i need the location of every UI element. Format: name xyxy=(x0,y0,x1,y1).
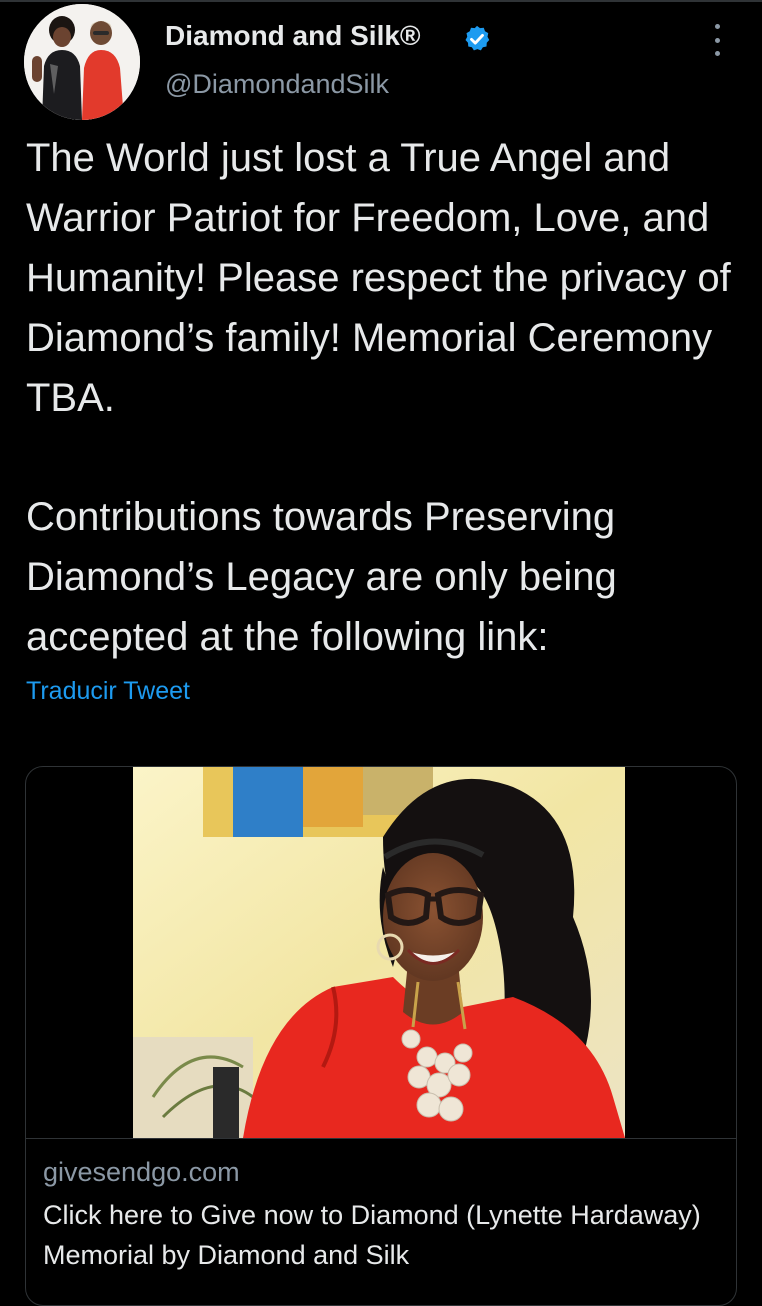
tweet-paragraph: Contributions towards Preserving Diamond’s Legacy are only being accepted at the following link: xyxy=(26,495,617,659)
author-handle[interactable]: @DiamondandSilk xyxy=(165,69,390,99)
link-card-domain: givesendgo.com xyxy=(43,1157,240,1187)
link-card[interactable] xyxy=(25,766,737,1306)
tweet-text xyxy=(26,128,746,667)
more-dot xyxy=(715,51,720,56)
author-name[interactable]: Diamond and Silk® xyxy=(165,20,421,51)
more-dot xyxy=(715,38,720,43)
tweet-paragraph: The World just lost a True Angel and Warrior Patriot for Freedom, Love, and Humanity! Please respect the privacy of Diamond’s family! Memorial Ceremony TBA. xyxy=(26,136,731,420)
avatar[interactable] xyxy=(24,4,140,120)
top-divider xyxy=(0,0,762,2)
translate-tweet-link[interactable]: Traducir Tweet xyxy=(26,677,190,705)
link-card-divider xyxy=(26,1138,736,1139)
link-card-image xyxy=(133,767,625,1138)
more-dot xyxy=(715,24,720,29)
link-card-title: Click here to Give now to Diamond (Lynette Hardaway) Memorial by Diamond and Silk xyxy=(43,1200,701,1270)
more-options-icon[interactable] xyxy=(700,22,734,58)
avatar-image xyxy=(24,4,140,120)
verified-badge-icon xyxy=(462,24,492,54)
portrait-photo xyxy=(133,767,625,1138)
